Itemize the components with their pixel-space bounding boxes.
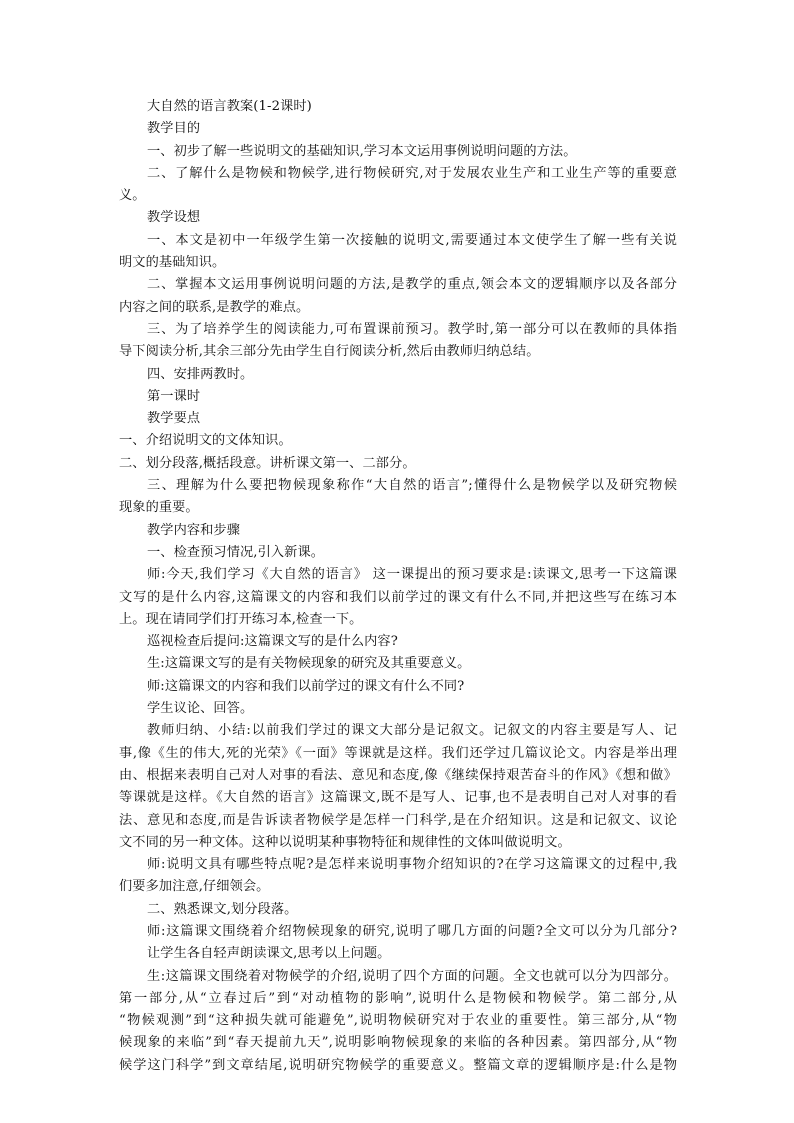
paragraph-line: 二、了解什么是物候和物候学,进行物候研究,对于发展农业生产和工业生产等的重要意 <box>147 165 677 181</box>
paragraph-line: 学生议论、回答。 <box>147 701 254 717</box>
paragraph-line: 文写的是什么内容,这篇课文的内容和我们以前学过的课文有什么不同,并把这些写在练习本 <box>119 589 677 605</box>
paragraph-line: 由、根据来表明自己对人对事的看法、意见和态度,像《继续保持艰苦奋斗的作风》《想和做》 <box>119 767 677 783</box>
paragraph-line: 义。 <box>119 188 146 204</box>
paragraph-line: 内容之间的联系,是教学的难点。 <box>119 299 310 315</box>
paragraph-line: 三、为了培养学生的阅读能力,可布置课前预习。教学时,第一部分可以在教师的具体指 <box>147 321 677 337</box>
paragraph-line: 们要多加注意,仔细领会。 <box>119 879 270 895</box>
paragraph-line: 二、熟悉课文,划分段落。 <box>147 901 298 917</box>
section-heading: 教学目的 <box>147 121 201 137</box>
paragraph-line: 一、本文是初中一年级学生第一次接触的说明文,需要通过本文使学生了解一些有关说 <box>147 232 677 248</box>
paragraph-line: 候现象的来临”到“春天提前九天”,说明影响物候现象的来临的各种因素。第四部分,从“物 <box>119 1035 677 1051</box>
paragraph-line: 法、意见和态度,而是告诉读者物候学是怎样一门科学,是在介绍知识。这是和记叙文、议论 <box>119 812 677 828</box>
paragraph-line: 上。现在请同学们打开练习本,检查一下。 <box>119 611 363 627</box>
paragraph-line: 第一部分,从“立春过后”到“对动植物的影响”,说明什么是物候和物候学。第二部分,从 <box>119 990 677 1006</box>
paragraph-line: 师:这篇课文的内容和我们以前学过的课文有什么不同? <box>147 678 465 694</box>
paragraph-line: 教师归纳、小结:以前我们学过的课文大部分是记叙文。记叙文的内容主要是写人、记 <box>147 723 677 739</box>
paragraph-line: 四、安排两教时。 <box>147 366 254 382</box>
paragraph-line: 一、初步了解一些说明文的基础知识,学习本文运用事例说明问题的方法。 <box>147 143 577 159</box>
paragraph-line: 候学这门科学”到文章结尾,说明研究物候学的重要意义。整篇文章的逻辑顺序是:什么是物 <box>119 1057 677 1073</box>
paragraph-line: 事,像《生的伟大,死的光荣》《一面》等课就是这样。我们还学过几篇议论文。内容是举出理 <box>119 745 677 761</box>
document-page <box>119 96 677 1077</box>
paragraph-line: 文不同的另一种文体。这种以说明某种事物特征和规律性的文体叫做说明文。 <box>119 834 571 850</box>
paragraph-line: 一、介绍说明文的文体知识。 <box>119 433 292 449</box>
paragraph-line: 让学生各自轻声朗读课文,思考以上问题。 <box>147 946 391 962</box>
paragraph-line: 一、检查预习情况,引入新课。 <box>147 544 325 560</box>
paragraph-line: 师:说明文具有哪些特点呢?是怎样来说明事物介绍知识的?在学习这篇课文的过程中,我 <box>147 857 677 873</box>
paragraph-line: 二、掌握本文运用事例说明问题的方法,是教学的重点,领会本文的逻辑顺序以及各部分 <box>147 277 677 293</box>
section-heading: 教学内容和步骤 <box>147 522 241 538</box>
paragraph-line: 导下阅读分析,其余三部分先由学生自行阅读分析,然后由教师归纳总结。 <box>119 344 540 360</box>
paragraph-line: 三、理解为什么要把物候现象称作“大自然的语言”;懂得什么是物候学以及研究物候 <box>147 478 677 494</box>
paragraph-line: 师:今天,我们学习《大自然的语言》 这一课提出的预习要求是:读课文,思考一下这篇课 <box>147 567 677 583</box>
paragraph-line: 师:这篇课文围绕着介绍物候现象的研究,说明了哪几方面的问题?全文可以分为几部分? <box>147 923 677 939</box>
document-title: 大自然的语言教案(1-2课时) <box>147 99 312 114</box>
paragraph-line: “物候观测”到“这种损失就可能避免”,说明物候研究对于农业的重要性。第三部分,从“物 <box>119 1013 677 1029</box>
paragraph-line: 巡视检查后提问:这篇课文写的是什么内容? <box>147 634 398 650</box>
paragraph-line: 现象的重要。 <box>119 500 199 516</box>
paragraph-line: 生:这篇课文围绕着对物候学的介绍,说明了四个方面的问题。全文也就可以分为四部分。 <box>147 968 677 984</box>
section-heading: 教学要点 <box>147 411 201 427</box>
paragraph-line: 生:这篇课文写的是有关物候现象的研究及其重要意义。 <box>147 656 471 672</box>
section-heading: 教学设想 <box>147 210 201 226</box>
paragraph-line: 等课就是这样。《大自然的语言》这篇课文,既不是写人、记事,也不是表明自己对人对事的看 <box>119 790 677 806</box>
section-heading: 第一课时 <box>147 388 201 404</box>
paragraph-line: 二、划分段落,概括段意。讲析课文第一、二部分。 <box>119 455 416 471</box>
paragraph-line: 明文的基础知识。 <box>119 255 226 271</box>
